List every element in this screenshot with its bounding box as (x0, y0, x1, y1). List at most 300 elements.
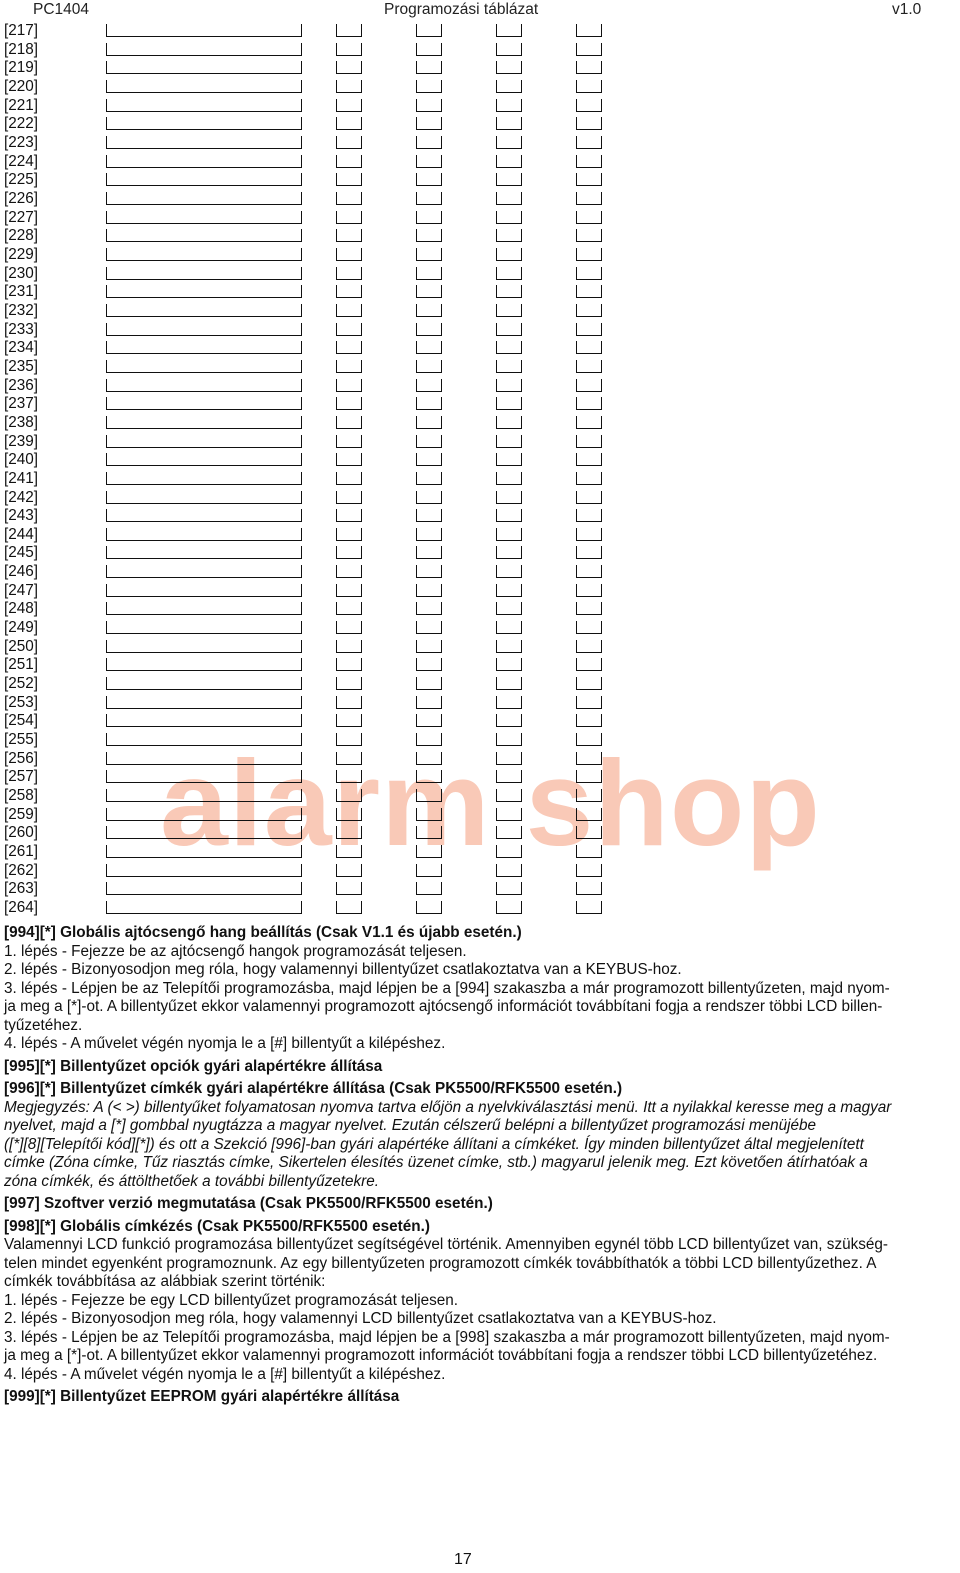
wide-entry-field (106, 826, 302, 839)
entry-field-4 (576, 397, 602, 410)
wide-entry-field (106, 491, 302, 504)
section-number: [229] (4, 245, 39, 263)
entry-field-1 (336, 435, 362, 448)
section-994-line: 3. lépés - Lépjen be az Telepítői programozásba, majd lépjen be a [994] szakaszba a már programozott billentyűzeten, majd nyom- (4, 979, 890, 997)
entry-field-2 (416, 528, 442, 541)
wide-entry-field (106, 882, 302, 895)
entry-field-2 (416, 117, 442, 130)
entry-field-2 (416, 845, 442, 858)
entry-field-2 (416, 248, 442, 261)
section-998-line: 1. lépés - Fejezze be egy LCD billentyűzet programozását teljesen. (4, 1291, 459, 1309)
page-header (0, 0, 960, 22)
entry-field-2 (416, 80, 442, 93)
wide-entry-field (106, 677, 302, 690)
section-number: [243] (4, 507, 39, 525)
table-row (0, 432, 620, 451)
entry-field-1 (336, 267, 362, 280)
entry-field-4 (576, 61, 602, 74)
entry-field-3 (496, 491, 522, 504)
section-number: [225] (4, 171, 39, 189)
table-row (0, 469, 620, 488)
entry-field-1 (336, 714, 362, 727)
section-994-heading: [994][*] Globális ajtócsengő hang beállítás (Csak V1.1 és újabb esetén.) (4, 924, 522, 941)
wide-entry-field (106, 155, 302, 168)
table-row (0, 861, 620, 880)
section-number: [264] (4, 899, 39, 917)
entry-field-4 (576, 24, 602, 37)
entry-field-3 (496, 472, 522, 485)
wide-entry-field (106, 24, 302, 37)
watermark-logo: alarm shop (160, 735, 821, 871)
section-998-line: ja meg a [*]-ot. A billentyűzet ekkor valamennyi programozott információt továbbítani fogja a rendszer többi LCD billentyűzetéhez. (4, 1347, 878, 1364)
section-998-line: 3. lépés - Lépjen be az Telepítői programozásba, majd lépjen be a [998] szakaszba a már programozott billentyűzeten, majd nyom- (4, 1328, 890, 1346)
wide-entry-field (106, 323, 302, 336)
entry-field-4 (576, 136, 602, 149)
entry-field-2 (416, 882, 442, 895)
entry-field-3 (496, 229, 522, 242)
entry-field-2 (416, 491, 442, 504)
table-row (0, 114, 620, 133)
entry-field-2 (416, 267, 442, 280)
section-994-line: 2. lépés - Bizonyosodjon meg róla, hogy valamennyi billentyűzet csatlakoztatva van a KEYBUS-hoz. (4, 961, 682, 978)
entry-field-1 (336, 80, 362, 93)
entry-field-2 (416, 770, 442, 783)
section-996-note: ([*][8][Telepítői kód][*]) és ott a Szekció [996]-ban gyári alapértéke állítani a címkéket. Így minden billentyűzet által megjelenített (4, 1135, 864, 1153)
entry-field-2 (416, 658, 442, 671)
table-row (0, 226, 620, 245)
entry-field-2 (416, 789, 442, 802)
wide-entry-field (106, 733, 302, 746)
entry-field-4 (576, 677, 602, 690)
section-number: [239] (4, 432, 39, 450)
entry-field-3 (496, 211, 522, 224)
table-row (0, 208, 620, 227)
entry-field-2 (416, 211, 442, 224)
entry-field-2 (416, 435, 442, 448)
entry-field-1 (336, 770, 362, 783)
table-row (0, 543, 620, 562)
entry-field-2 (416, 323, 442, 336)
entry-field-4 (576, 379, 602, 392)
entry-field-1 (336, 248, 362, 261)
wide-entry-field (106, 845, 302, 858)
entry-field-4 (576, 491, 602, 504)
section-number: [263] (4, 880, 39, 898)
entry-field-1 (336, 43, 362, 56)
table-row (0, 264, 620, 283)
section-996-note: címke (Zóna címke, Tűz riasztás címke, Sikertelen élesítés üzenet címke, stb.) magyarul jelenik meg. Ezt követően átírhatóak a (4, 1154, 868, 1171)
entry-field-4 (576, 117, 602, 130)
section-998-line: Valamennyi LCD funkció programozása billentyűzet segítségével történik. Amennyiben egynél több LCD billentyűzet van, szükség- (4, 1236, 889, 1253)
wide-entry-field (106, 528, 302, 541)
section-number: [226] (4, 189, 39, 207)
entry-field-3 (496, 621, 522, 634)
entry-field-3 (496, 658, 522, 671)
section-number: [223] (4, 133, 39, 151)
entry-field-1 (336, 528, 362, 541)
entry-field-2 (416, 733, 442, 746)
header-model: PC1404 (33, 1, 90, 18)
wide-entry-field (106, 229, 302, 242)
entry-field-4 (576, 602, 602, 615)
entry-field-1 (336, 602, 362, 615)
entry-field-3 (496, 416, 522, 429)
entry-field-3 (496, 155, 522, 168)
section-number: [219] (4, 59, 39, 77)
entry-field-4 (576, 267, 602, 280)
entry-field-1 (336, 509, 362, 522)
section-997-heading: [997] Szoftver verzió megmutatása (Csak PK5500/RFK5500 esetén.) (4, 1195, 493, 1212)
entry-field-2 (416, 509, 442, 522)
entry-field-1 (336, 285, 362, 298)
section-number: [245] (4, 544, 39, 562)
entry-field-3 (496, 397, 522, 410)
entry-field-1 (336, 360, 362, 373)
entry-field-1 (336, 696, 362, 709)
wide-entry-field (106, 267, 302, 280)
table-row (0, 767, 620, 786)
wide-entry-field (106, 248, 302, 261)
entry-field-2 (416, 24, 442, 37)
table-row (0, 562, 620, 581)
entry-field-3 (496, 677, 522, 690)
page-number: 17 (454, 1551, 472, 1568)
entry-field-4 (576, 864, 602, 877)
wide-entry-field (106, 770, 302, 783)
entry-field-4 (576, 211, 602, 224)
entry-field-4 (576, 360, 602, 373)
entry-field-2 (416, 472, 442, 485)
table-row (0, 581, 620, 600)
entry-field-3 (496, 192, 522, 205)
section-number: [240] (4, 451, 39, 469)
entry-field-3 (496, 901, 522, 914)
entry-field-1 (336, 901, 362, 914)
entry-field-4 (576, 285, 602, 298)
entry-field-3 (496, 845, 522, 858)
table-row (0, 301, 620, 320)
section-number: [230] (4, 264, 39, 282)
section-number: [236] (4, 376, 39, 394)
wide-entry-field (106, 99, 302, 112)
wide-entry-field (106, 304, 302, 317)
entry-field-1 (336, 341, 362, 354)
instructions (4, 924, 954, 1407)
section-number: [233] (4, 320, 39, 338)
entry-field-2 (416, 808, 442, 821)
entry-field-4 (576, 584, 602, 597)
table-row (0, 320, 620, 339)
entry-field-3 (496, 173, 522, 186)
header-version: v1.0 (892, 1, 922, 18)
entry-field-4 (576, 826, 602, 839)
section-994-line: 4. lépés - A művelet végén nyomja le a [#] billentyűt a kilépéshez. (4, 1035, 446, 1052)
entry-field-2 (416, 677, 442, 690)
section-number: [259] (4, 805, 39, 823)
wide-entry-field (106, 565, 302, 578)
wide-entry-field (106, 416, 302, 429)
entry-field-1 (336, 397, 362, 410)
entry-field-3 (496, 24, 522, 37)
table-row (0, 879, 620, 898)
wide-entry-field (106, 696, 302, 709)
section-998-line: telen mindet egyenként programoznunk. Az egy billentyűzeten programozott címkék továbbíthatók a többi LCD billentyűzethez. A (4, 1254, 877, 1272)
section-994-line: tyűzetéhez. (4, 1016, 83, 1034)
wide-entry-field (106, 397, 302, 410)
entry-field-2 (416, 397, 442, 410)
entry-field-1 (336, 864, 362, 877)
section-number: [261] (4, 843, 39, 861)
entry-field-2 (416, 565, 442, 578)
entry-field-3 (496, 733, 522, 746)
section-number: [224] (4, 152, 39, 170)
entry-field-2 (416, 752, 442, 765)
wide-entry-field (106, 640, 302, 653)
entry-field-2 (416, 901, 442, 914)
entry-field-3 (496, 546, 522, 559)
table-row (0, 749, 620, 768)
entry-field-3 (496, 602, 522, 615)
entry-field-1 (336, 304, 362, 317)
entry-field-4 (576, 696, 602, 709)
section-number: [258] (4, 787, 39, 805)
entry-field-4 (576, 882, 602, 895)
section-number: [249] (4, 619, 39, 637)
entry-field-3 (496, 696, 522, 709)
entry-field-2 (416, 864, 442, 877)
entry-field-2 (416, 379, 442, 392)
section-998-heading: [998][*] Globális címkézés (Csak PK5500/RFK5500 esetén.) (4, 1217, 430, 1235)
entry-field-2 (416, 43, 442, 56)
section-number: [244] (4, 525, 39, 543)
wide-entry-field (106, 901, 302, 914)
entry-field-2 (416, 546, 442, 559)
entry-field-1 (336, 61, 362, 74)
entry-field-2 (416, 136, 442, 149)
section-number: [221] (4, 96, 39, 114)
table-row (0, 655, 620, 674)
entry-field-4 (576, 155, 602, 168)
entry-field-4 (576, 621, 602, 634)
wide-entry-field (106, 341, 302, 354)
entry-field-3 (496, 360, 522, 373)
table-row (0, 152, 620, 171)
entry-field-1 (336, 565, 362, 578)
wide-entry-field (106, 453, 302, 466)
entry-field-1 (336, 136, 362, 149)
entry-field-2 (416, 285, 442, 298)
entry-field-4 (576, 248, 602, 261)
entry-field-1 (336, 379, 362, 392)
entry-field-1 (336, 416, 362, 429)
table-row (0, 898, 620, 917)
wide-entry-field (106, 509, 302, 522)
entry-field-1 (336, 882, 362, 895)
entry-field-2 (416, 696, 442, 709)
entry-field-3 (496, 770, 522, 783)
section-number: [250] (4, 637, 39, 655)
entry-field-3 (496, 714, 522, 727)
entry-field-4 (576, 229, 602, 242)
table-row (0, 730, 620, 749)
entry-field-1 (336, 584, 362, 597)
entry-field-1 (336, 173, 362, 186)
wide-entry-field (106, 714, 302, 727)
section-999-heading: [999][*] Billentyűzet EEPROM gyári alapértékre állítása (4, 1388, 400, 1405)
entry-field-1 (336, 323, 362, 336)
entry-field-3 (496, 136, 522, 149)
entry-field-3 (496, 808, 522, 821)
table-row (0, 413, 620, 432)
table-row (0, 96, 620, 115)
entry-field-4 (576, 80, 602, 93)
table-row (0, 450, 620, 469)
section-number: [231] (4, 283, 39, 301)
entry-field-3 (496, 267, 522, 280)
entry-field-3 (496, 640, 522, 653)
wide-entry-field (106, 602, 302, 615)
entry-field-3 (496, 565, 522, 578)
section-number: [218] (4, 40, 39, 58)
section-number: [232] (4, 301, 39, 319)
entry-field-2 (416, 173, 442, 186)
table-row (0, 488, 620, 507)
wide-entry-field (106, 43, 302, 56)
table-row (0, 823, 620, 842)
wide-entry-field (106, 789, 302, 802)
section-994-line: ja meg a [*]-ot. A billentyűzet ekkor valamennyi programozott ajtócsengő információt továbbítani fogja a rendszer többi LCD billen- (4, 998, 883, 1015)
entry-field-1 (336, 789, 362, 802)
wide-entry-field (106, 472, 302, 485)
table-row (0, 357, 620, 376)
entry-field-4 (576, 416, 602, 429)
section-998-line: címkék továbbítása az alábbiak szerint történik: (4, 1273, 326, 1290)
entry-field-4 (576, 341, 602, 354)
entry-field-3 (496, 882, 522, 895)
table-row (0, 189, 620, 208)
table-row (0, 394, 620, 413)
wide-entry-field (106, 379, 302, 392)
section-number: [238] (4, 413, 39, 431)
table-row (0, 21, 620, 40)
entry-field-4 (576, 43, 602, 56)
entry-field-4 (576, 435, 602, 448)
table-row (0, 842, 620, 861)
table-row (0, 133, 620, 152)
wide-entry-field (106, 621, 302, 634)
wide-entry-field (106, 658, 302, 671)
entry-field-3 (496, 509, 522, 522)
section-number: [227] (4, 208, 39, 226)
section-996-note: Megjegyzés: A (< >) billentyűket folyamatosan nyomva tartva előjön a nyelvkiválasztási menü. Itt a nyilakkal keresse meg a magyar (4, 1098, 892, 1116)
entry-field-4 (576, 845, 602, 858)
section-number: [234] (4, 339, 39, 357)
entry-field-4 (576, 640, 602, 653)
section-995-heading: [995][*] Billentyűzet opciók gyári alapértékre állítása (4, 1057, 383, 1075)
entry-field-2 (416, 360, 442, 373)
entry-field-2 (416, 155, 442, 168)
section-number: [253] (4, 693, 39, 711)
entry-field-1 (336, 677, 362, 690)
entry-field-4 (576, 752, 602, 765)
entry-field-4 (576, 733, 602, 746)
entry-field-1 (336, 658, 362, 671)
table-row (0, 58, 620, 77)
entry-field-2 (416, 61, 442, 74)
section-number: [246] (4, 563, 39, 581)
entry-field-3 (496, 248, 522, 261)
entry-field-3 (496, 789, 522, 802)
entry-field-3 (496, 99, 522, 112)
section-number: [247] (4, 581, 39, 599)
entry-field-1 (336, 808, 362, 821)
section-998-line: 2. lépés - Bizonyosodjon meg róla, hogy valamennyi LCD billentyűzet csatlakoztatva van a KEYBUS-hoz. (4, 1310, 717, 1327)
entry-field-3 (496, 323, 522, 336)
entry-field-2 (416, 341, 442, 354)
entry-field-4 (576, 565, 602, 578)
entry-field-3 (496, 752, 522, 765)
entry-field-1 (336, 155, 362, 168)
table-row (0, 786, 620, 805)
entry-field-1 (336, 845, 362, 858)
table-row (0, 599, 620, 618)
header-title: Programozási táblázat (384, 1, 539, 18)
section-number: [260] (4, 824, 39, 842)
table-row (0, 618, 620, 637)
section-number: [255] (4, 731, 39, 749)
wide-entry-field (106, 360, 302, 373)
entry-field-2 (416, 826, 442, 839)
entry-field-4 (576, 304, 602, 317)
section-number: [252] (4, 675, 39, 693)
entry-field-1 (336, 640, 362, 653)
entry-field-1 (336, 826, 362, 839)
entry-field-2 (416, 416, 442, 429)
section-number: [222] (4, 115, 39, 133)
wide-entry-field (106, 117, 302, 130)
entry-field-3 (496, 80, 522, 93)
entry-field-1 (336, 453, 362, 466)
entry-field-2 (416, 453, 442, 466)
entry-field-2 (416, 584, 442, 597)
entry-field-3 (496, 453, 522, 466)
entry-field-4 (576, 509, 602, 522)
wide-entry-field (106, 173, 302, 186)
entry-field-4 (576, 99, 602, 112)
entry-field-4 (576, 453, 602, 466)
table-row (0, 711, 620, 730)
section-number: [241] (4, 469, 39, 487)
entry-field-4 (576, 658, 602, 671)
section-number: [228] (4, 227, 39, 245)
entry-field-4 (576, 528, 602, 541)
table-row (0, 40, 620, 59)
entry-field-1 (336, 229, 362, 242)
table-row (0, 170, 620, 189)
entry-field-3 (496, 435, 522, 448)
wide-entry-field (106, 192, 302, 205)
entry-field-3 (496, 285, 522, 298)
entry-field-3 (496, 43, 522, 56)
entry-field-4 (576, 789, 602, 802)
entry-field-2 (416, 602, 442, 615)
wide-entry-field (106, 61, 302, 74)
entry-field-1 (336, 472, 362, 485)
entry-field-3 (496, 61, 522, 74)
entry-field-4 (576, 901, 602, 914)
table-row (0, 77, 620, 96)
entry-field-3 (496, 826, 522, 839)
